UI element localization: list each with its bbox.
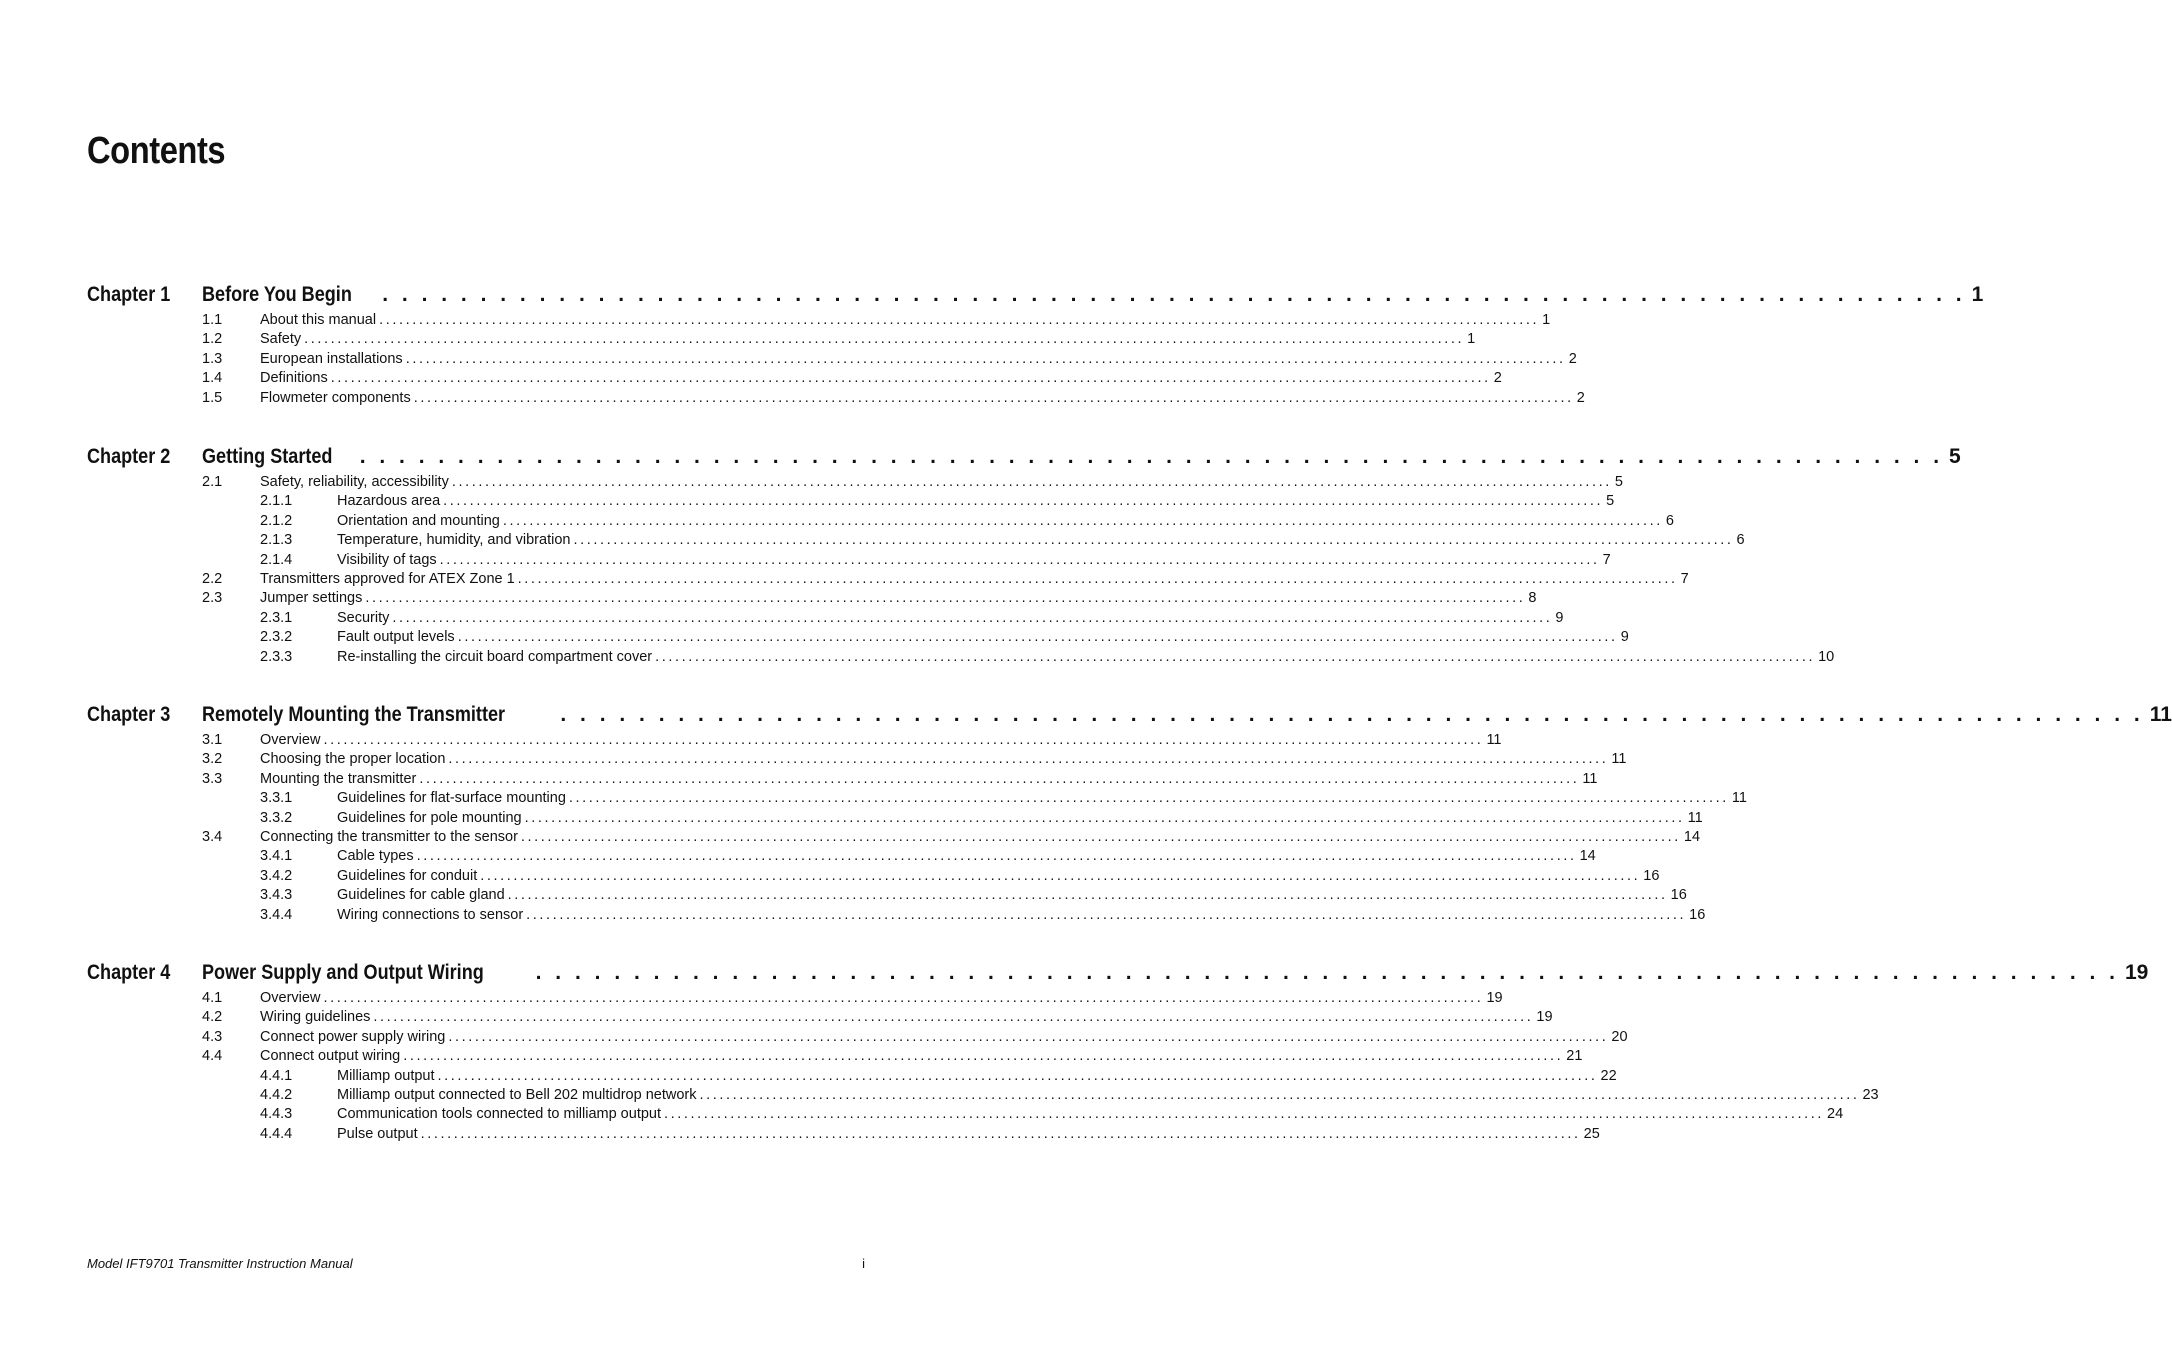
entry-number: 4.1 [202, 990, 223, 1006]
entry-title: Transmitters approved for ATEX Zone 1 [260, 570, 515, 587]
entry-title: Safety [260, 331, 302, 348]
entry-line [260, 473, 1623, 492]
entry-title: Mounting the transmitter [260, 770, 417, 787]
chapter-line [202, 283, 1984, 307]
entry-line [337, 512, 1674, 531]
entry-page-number: 11 [1687, 809, 1703, 826]
entry-page-number: 16 [1670, 887, 1687, 904]
toc-chapter [87, 445, 1961, 667]
toc-section-entry[interactable] [87, 473, 1623, 492]
chapter-title: Getting Started [202, 445, 333, 468]
entry-title: Flowmeter components [260, 389, 411, 406]
entry-page-number: 9 [1620, 629, 1629, 646]
entry-line [260, 589, 1537, 608]
toc-section-entry[interactable] [87, 1008, 1553, 1027]
chapter-label: Chapter 4 [87, 961, 171, 984]
toc-entry-list [87, 311, 1585, 408]
toc-subsection-entry[interactable] [87, 628, 1629, 647]
toc-subsection-entry[interactable] [87, 789, 1747, 808]
toc-entry-list [87, 731, 1747, 925]
entry-title: Guidelines for cable gland [337, 887, 505, 904]
entry-page-number: 9 [1555, 609, 1564, 626]
entry-line [337, 648, 1835, 667]
entry-number: 2.3.1 [260, 609, 293, 626]
entry-number: 3.2 [202, 751, 223, 768]
dot-leader: ............................................................................................................................................................................... [330, 370, 1491, 387]
entry-title: Guidelines for flat-surface mounting [337, 790, 566, 807]
page-title: Contents [87, 130, 226, 172]
entry-line [337, 886, 1687, 905]
entry-line [260, 828, 1701, 847]
entry-line [260, 350, 1577, 369]
entry-number: 3.4 [202, 828, 223, 845]
entry-page-number: 24 [1827, 1106, 1844, 1123]
entry-page-number: 11 [1486, 732, 1502, 748]
dot-leader: ............................................................................................................................................................................... [379, 312, 1540, 328]
dot-leader: ............................................................................................................................................................................... [419, 770, 1580, 787]
toc-subsection-entry[interactable] [87, 847, 1596, 866]
toc-section-entry[interactable] [87, 828, 1701, 847]
dot-leader: ............................................................................................................................................................................... [323, 732, 1484, 748]
toc-subsection-entry[interactable] [87, 551, 1611, 570]
toc-chapter [87, 283, 1984, 408]
entry-page-number: 6 [1736, 532, 1745, 549]
dot-leader: ............................................................................................................................................................................... [568, 790, 1729, 807]
dot-leader: ............................................................................................................................................................................... [392, 609, 1553, 626]
dot-leader: ............................................................................................................................................................................... [451, 474, 1612, 490]
dot-leader: ............................................................................................................................................................................... [480, 867, 1641, 884]
entry-number: 2.3 [202, 590, 223, 607]
entry-page-number: 7 [1602, 551, 1611, 568]
toc-chapter-heading[interactable] [87, 283, 1984, 311]
dot-leader: ............................................................................................................................................................................... [304, 331, 1465, 348]
entry-number: 2.2 [202, 570, 223, 587]
dot-leader: ............................................................................................................................................................................... [526, 906, 1687, 923]
entry-number: 2.1.2 [260, 512, 293, 529]
entry-title: About this manual [260, 312, 377, 328]
entry-number: 3.3.1 [260, 790, 293, 807]
entry-title: Re-installing the circuit board compartment cover [337, 648, 653, 665]
toc-section-entry[interactable] [87, 1047, 1583, 1066]
entry-page-number: 22 [1600, 1067, 1617, 1084]
entry-line [260, 369, 1502, 388]
entry-page-number: 2 [1493, 370, 1502, 387]
entry-number: 1.5 [202, 389, 223, 406]
entry-page-number: 6 [1665, 512, 1674, 529]
entry-title: Guidelines for pole mounting [337, 809, 522, 826]
toc-subsection-entry[interactable] [87, 1086, 1879, 1105]
dot-leader: ............................................................................................................................................................................... [448, 751, 1609, 768]
entry-line [337, 1105, 1844, 1124]
entry-title: Security [337, 609, 390, 626]
entry-line [337, 1086, 1879, 1105]
toc-entry-list [87, 989, 1879, 1144]
entry-number: 2.1 [202, 474, 223, 490]
entry-line [337, 628, 1629, 647]
dot-leader: ............................................................................................................................................................................... [699, 1086, 1860, 1103]
entry-number: 3.3.2 [260, 809, 293, 826]
dot-leader: ............................................................................................................................................................................... [507, 887, 1668, 904]
entry-page-number: 16 [1643, 867, 1660, 884]
entry-number: 3.4.1 [260, 848, 293, 865]
entry-page-number: 10 [1818, 648, 1835, 665]
entry-line [337, 906, 1706, 925]
chapter-label: Chapter 3 [87, 703, 171, 726]
toc-section-entry[interactable] [87, 311, 1551, 330]
entry-number: 2.3.3 [260, 648, 293, 665]
entry-line [260, 1028, 1628, 1047]
chapter-line [202, 445, 1961, 469]
entry-page-number: 20 [1611, 1028, 1628, 1045]
toc-section-entry[interactable] [87, 770, 1598, 789]
chapter-label: Chapter 2 [87, 445, 171, 468]
entry-number: 4.2 [202, 1009, 223, 1026]
dot-leader: ............................................................................................................................................................................... [520, 828, 1681, 845]
entry-title: Wiring guidelines [260, 1009, 371, 1026]
entry-title: Choosing the proper location [260, 751, 446, 768]
entry-line [260, 311, 1551, 330]
chapter-title: Remotely Mounting the Transmitter [202, 703, 506, 726]
entry-line [337, 609, 1564, 628]
entry-title: Connecting the transmitter to the sensor [260, 828, 518, 845]
dot-leader: ............................................................................................................................................................................... [664, 1106, 1824, 1123]
dot-leader: ............................................................................................................................................................................... [439, 551, 1600, 568]
entry-page-number: 7 [1680, 570, 1689, 587]
toc-section-entry[interactable] [87, 589, 1537, 608]
entry-line [337, 867, 1660, 886]
dot-leader: ............................................................................................................................................................................... [437, 1067, 1598, 1084]
toc-subsection-entry[interactable] [87, 1067, 1617, 1086]
toc-chapter [87, 703, 2172, 925]
entry-title: Safety, reliability, accessibility [260, 474, 449, 490]
entry-number: 4.4.3 [260, 1106, 293, 1123]
dot-leader: . . . . . . . . . . . . . . . . . . . . . . . . . . . . . . . . . . . . . . . . . . . . . . . . . . . . . . . . . . . . . . . . . . . . . . . . . . . . . . . . . [560, 703, 2144, 726]
entry-line [337, 789, 1747, 808]
entry-page-number: 5 [1606, 493, 1615, 510]
dot-leader: ............................................................................................................................................................................... [573, 532, 1734, 549]
dot-leader: ............................................................................................................................................................................... [420, 1125, 1581, 1142]
entry-number: 1.1 [202, 312, 223, 328]
entry-title: Milliamp output [337, 1067, 435, 1084]
entry-line [260, 989, 1503, 1008]
dot-leader: ............................................................................................................................................................................... [457, 629, 1618, 646]
entry-title: European installations [260, 350, 403, 367]
entry-title: Connect output wiring [260, 1048, 401, 1065]
entry-line [260, 570, 1689, 589]
entry-number: 3.4.3 [260, 887, 293, 904]
footer-page-number: i [862, 1256, 865, 1271]
entry-page-number: 19 [1486, 990, 1503, 1006]
dot-leader: ............................................................................................................................................................................... [448, 1028, 1609, 1045]
entry-page-number: 25 [1583, 1125, 1600, 1142]
toc-subsection-entry[interactable] [87, 906, 1706, 925]
entry-line [260, 389, 1585, 408]
toc-subsection-entry[interactable] [87, 867, 1660, 886]
entry-page-number: 1 [1542, 312, 1551, 328]
entry-page-number: 1 [1467, 331, 1476, 348]
toc-section-entry[interactable] [87, 350, 1577, 369]
dot-leader: ............................................................................................................................................................................... [405, 350, 1566, 367]
entry-title: Connect power supply wiring [260, 1028, 446, 1045]
entry-page-number: 2 [1576, 389, 1585, 406]
chapter-page-number: 1 [1971, 283, 1984, 306]
entry-title: Cable types [337, 848, 414, 865]
entry-number: 1.3 [202, 350, 223, 367]
entry-page-number: 5 [1614, 474, 1623, 490]
toc-section-entry[interactable] [87, 989, 1503, 1008]
entry-number: 1.4 [202, 370, 223, 387]
toc-chapter-heading[interactable] [87, 961, 2149, 989]
entry-number: 2.1.3 [260, 532, 293, 549]
toc-section-entry[interactable] [87, 750, 1627, 769]
entry-page-number: 11 [1611, 751, 1627, 768]
toc-subsection-entry[interactable] [87, 609, 1564, 628]
entry-number: 3.3 [202, 770, 223, 787]
entry-number: 4.4.2 [260, 1086, 293, 1103]
entry-page-number: 8 [1528, 590, 1537, 607]
toc-section-entry[interactable] [87, 1028, 1628, 1047]
entry-number: 2.1.1 [260, 493, 293, 510]
toc-subsection-entry[interactable] [87, 531, 1745, 550]
entry-number: 4.4 [202, 1048, 223, 1065]
entry-title: Definitions [260, 370, 328, 387]
entry-line [260, 731, 1502, 750]
entry-line [260, 750, 1627, 769]
dot-leader: ............................................................................................................................................................................... [365, 590, 1526, 607]
entry-page-number: 11 [1582, 770, 1598, 787]
entry-line [337, 531, 1745, 550]
toc-subsection-entry[interactable] [87, 809, 1703, 828]
entry-title: Hazardous area [337, 493, 441, 510]
entry-number: 2.3.2 [260, 629, 293, 646]
toc-section-entry[interactable] [87, 389, 1585, 408]
entry-title: Fault output levels [337, 629, 455, 646]
entry-title: Visibility of tags [337, 551, 437, 568]
chapter-page-number: 19 [2125, 961, 2149, 984]
footer-manual-title: Model IFT9701 Transmitter Instruction Manual [87, 1256, 353, 1271]
chapter-label: Chapter 1 [87, 283, 171, 306]
toc-chapter-heading[interactable] [87, 445, 1961, 473]
toc-subsection-entry[interactable] [87, 1105, 1844, 1124]
toc-subsection-entry[interactable] [87, 648, 1835, 667]
entry-line [260, 1047, 1583, 1066]
entry-page-number: 16 [1689, 906, 1706, 923]
entry-line [337, 847, 1596, 866]
chapter-page-number: 11 [2149, 703, 2172, 726]
chapter-title: Before You Begin [202, 283, 352, 306]
dot-leader: ............................................................................................................................................................................... [323, 990, 1484, 1006]
entry-number: 4.4.4 [260, 1125, 293, 1142]
entry-line [337, 1067, 1617, 1086]
toc-subsection-entry[interactable] [87, 886, 1687, 905]
dot-leader: ............................................................................................................................................................................... [502, 512, 1663, 529]
dot-leader: ............................................................................................................................................................................... [517, 570, 1678, 587]
entry-page-number: 23 [1862, 1086, 1879, 1103]
entry-page-number: 11 [1731, 790, 1747, 807]
toc-subsection-entry[interactable] [87, 492, 1615, 511]
entry-line [337, 492, 1615, 511]
entry-title: Pulse output [337, 1125, 418, 1142]
entry-number: 4.4.1 [260, 1067, 293, 1084]
entry-page-number: 19 [1536, 1009, 1553, 1026]
entry-line [337, 1125, 1600, 1144]
entry-line [337, 551, 1611, 570]
toc-subsection-entry[interactable] [87, 512, 1674, 531]
entry-title: Jumper settings [260, 590, 363, 607]
dot-leader: ............................................................................................................................................................................... [524, 809, 1685, 826]
toc-chapter [87, 961, 2149, 1144]
dot-leader: ............................................................................................................................................................................... [373, 1009, 1534, 1026]
entry-title: Orientation and mounting [337, 512, 500, 529]
entry-title: Overview [260, 990, 321, 1006]
entry-line [260, 1008, 1553, 1027]
dot-leader: ............................................................................................................................................................................... [443, 493, 1604, 510]
entry-page-number: 2 [1568, 350, 1577, 367]
dot-leader: ............................................................................................................................................................................... [403, 1048, 1564, 1065]
entry-title: Communication tools connected to milliamp output [337, 1106, 661, 1123]
entry-number: 1.2 [202, 331, 223, 348]
toc-subsection-entry[interactable] [87, 1125, 1600, 1144]
toc-chapter-heading[interactable] [87, 703, 2172, 731]
dot-leader: . . . . . . . . . . . . . . . . . . . . . . . . . . . . . . . . . . . . . . . . . . . . . . . . . . . . . . . . . . . . . . . . . . . . . . . . . . . . . . . . . [359, 445, 1944, 468]
toc-entry-list [87, 473, 1835, 667]
entry-line [260, 770, 1598, 789]
entry-title: Milliamp output connected to Bell 202 multidrop network [337, 1086, 697, 1103]
entry-page-number: 14 [1683, 828, 1701, 845]
toc-section-entry[interactable] [87, 731, 1502, 750]
entry-line [337, 809, 1703, 828]
dot-leader: ............................................................................................................................................................................... [416, 848, 1577, 865]
entry-number: 3.4.2 [260, 867, 293, 884]
entry-number: 3.4.4 [260, 906, 293, 923]
chapter-title: Power Supply and Output Wiring [202, 961, 484, 984]
chapter-line [202, 703, 2172, 727]
entry-page-number: 21 [1566, 1048, 1583, 1065]
dot-leader: ............................................................................................................................................................................... [655, 648, 1816, 665]
dot-leader: ............................................................................................................................................................................... [413, 389, 1574, 406]
entry-line [260, 330, 1476, 349]
entry-title: Wiring connections to sensor [337, 906, 524, 923]
entry-number: 4.3 [202, 1028, 223, 1045]
toc-section-entry[interactable] [87, 570, 1689, 589]
entry-title: Guidelines for conduit [337, 867, 478, 884]
chapter-line [202, 961, 2149, 985]
dot-leader: . . . . . . . . . . . . . . . . . . . . . . . . . . . . . . . . . . . . . . . . . . . . . . . . . . . . . . . . . . . . . . . . . . . . . . . . . . . . . . . . . [382, 283, 1966, 306]
entry-page-number: 14 [1579, 848, 1596, 865]
entry-title: Overview [260, 732, 321, 748]
entry-number: 2.1.4 [260, 551, 293, 568]
toc-section-entry[interactable] [87, 369, 1502, 388]
toc-section-entry[interactable] [87, 330, 1476, 349]
chapter-page-number: 5 [1949, 445, 1961, 468]
entry-number: 3.1 [202, 732, 223, 748]
entry-title: Temperature, humidity, and vibration [337, 532, 571, 549]
dot-leader: . . . . . . . . . . . . . . . . . . . . . . . . . . . . . . . . . . . . . . . . . . . . . . . . . . . . . . . . . . . . . . . . . . . . . . . . . . . . . . . . . [535, 961, 2119, 984]
